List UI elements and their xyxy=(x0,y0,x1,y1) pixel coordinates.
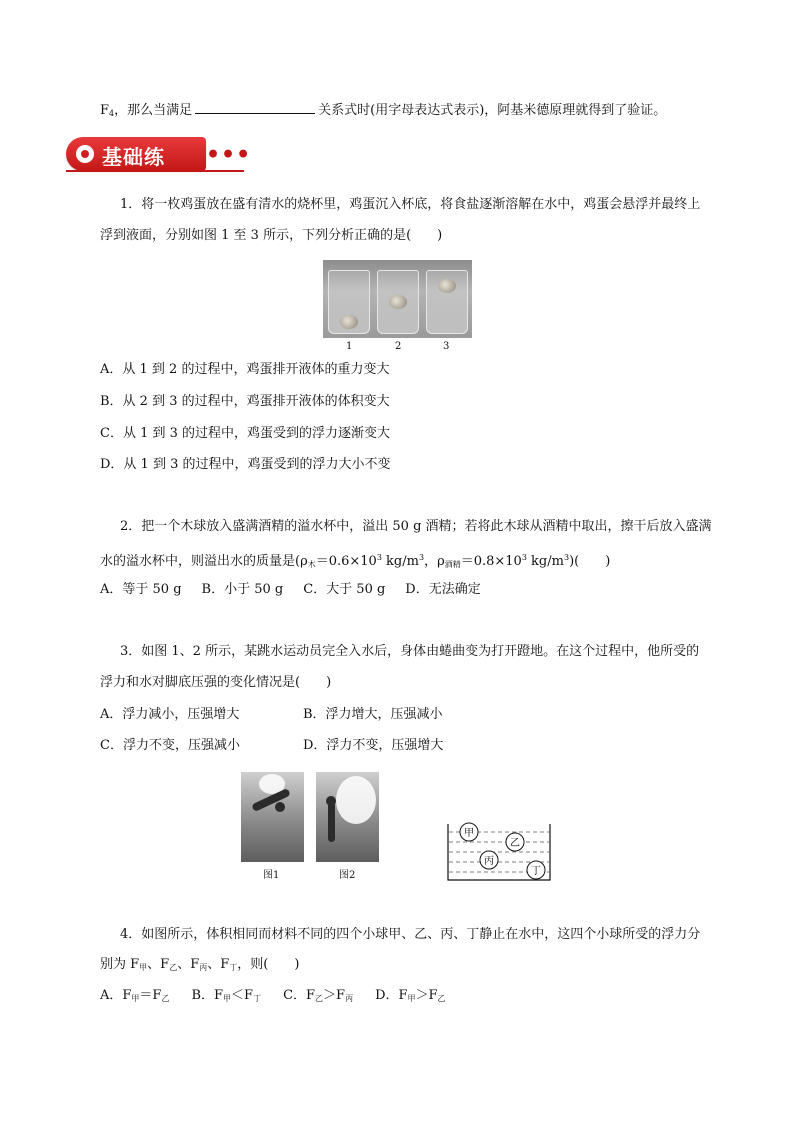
svg-text:甲: 甲 xyxy=(464,828,474,839)
q2-option-c: C．大于 50 g xyxy=(303,582,386,597)
q3-line1: 3．如图 1、2 所示，某跳水运动员完全入水后，身体由蜷曲变为打开蹬地。在这个过程中，他所受的 xyxy=(120,644,700,659)
q4-line2: 别为 $F_甲$、$F_乙$、$F_丙$、$F_丁$，则( ) xyxy=(100,957,300,972)
q2-option-b: B．小于 50 g xyxy=(201,582,284,597)
section-title: 基础练 xyxy=(102,145,165,169)
q2-option-d: D．无法确定 xyxy=(405,582,481,597)
q1-option-c: C．从 1 到 3 的过程中，鸡蛋受到的浮力逐渐变大 xyxy=(100,426,391,441)
figure-label-3: 3 xyxy=(443,341,450,352)
ball-bing xyxy=(480,851,498,869)
q3-option-b: B．浮力增大，压强减小 xyxy=(303,707,443,722)
figure-label-2: 2 xyxy=(395,341,402,352)
balls-in-water-diagram xyxy=(446,818,554,884)
q4-option-b: B．$F_甲<F_丁$ xyxy=(191,988,262,1003)
q4-option-a: A．$F_甲=F_乙$ xyxy=(100,988,170,1003)
ball-jia xyxy=(460,823,478,841)
q1-option-d: D．从 1 到 3 的过程中，鸡蛋受到的浮力大小不变 xyxy=(100,457,391,472)
svg-text:乙: 乙 xyxy=(510,838,520,849)
q1-option-b: B．从 2 到 3 的过程中，鸡蛋排开液体的体积变大 xyxy=(100,394,390,409)
ball-ding xyxy=(527,861,545,879)
q3-option-c: C．浮力不变，压强减小 xyxy=(100,738,240,753)
figure-label-1: 1 xyxy=(346,341,353,352)
q2-options xyxy=(100,581,481,599)
figure-caption-1: 图1 xyxy=(263,870,280,881)
intro-line xyxy=(100,101,666,123)
intro-before-blank: ，那么当满足 xyxy=(114,103,193,118)
q2-line1: 2．把一个木球放入盛满酒精的溢水杯中，溢出 50 g 酒精；若将此木球从酒精中取出，擦干后放入盛满 xyxy=(120,519,712,534)
q2-line2: 水的溢水杯中，则溢出水的质量是($\rho_木=0.6\times 10^3$ $kg/m^3$，$\rho_{酒精}=0.8\times 10^3$ $kg/m^3$)( ) xyxy=(100,553,611,569)
ball-yi xyxy=(506,833,524,851)
target-icon xyxy=(76,145,94,163)
egg-glasses-photo xyxy=(323,260,472,338)
q4-line1: 4．如图所示，体积相同而材料不同的四个小球甲、乙、丙、丁静止在水中，这四个小球所受的浮力分 xyxy=(120,927,701,942)
svg-text:丙: 丙 xyxy=(484,856,494,867)
q3-line2: 浮力和水对脚底压强的变化情况是( ) xyxy=(100,675,332,690)
intro-after-blank: 关系式时(用字母表达式表示)，阿基米德原理就得到了验证。 xyxy=(318,103,667,118)
q3-option-a: A．浮力减小，压强增大 xyxy=(100,707,240,722)
dots-icon: ••• xyxy=(206,142,252,168)
diver-photo-1 xyxy=(241,772,304,862)
q1-option-a: A．从 1 到 2 的过程中，鸡蛋排开液体的重力变大 xyxy=(100,362,390,377)
intro-sub: 4 xyxy=(109,109,115,118)
q1-line1: 1．将一枚鸡蛋放在盛有清水的烧杯里，鸡蛋沉入杯底，将食盐逐渐溶解在水中，鸡蛋会悬浮并最终上 xyxy=(120,197,701,212)
q4-options xyxy=(100,987,446,1008)
diver-photo-2 xyxy=(316,772,379,862)
q4-option-d: D．$F_甲>F_乙$ xyxy=(375,988,446,1003)
q3-option-d: D．浮力不变，压强增大 xyxy=(303,738,444,753)
svg-text:丁: 丁 xyxy=(531,866,541,877)
section-underline xyxy=(66,170,244,172)
figure-caption-2: 图2 xyxy=(339,870,356,881)
answer-blank xyxy=(195,101,315,114)
q4-option-c: C．$F_乙>F_丙$ xyxy=(283,988,354,1003)
q2-option-a: A．等于 50 g xyxy=(100,582,182,597)
q1-line2: 浮到液面，分别如图 1 至 3 所示，下列分析正确的是( ) xyxy=(100,228,443,243)
intro-prefix: F xyxy=(100,103,110,118)
